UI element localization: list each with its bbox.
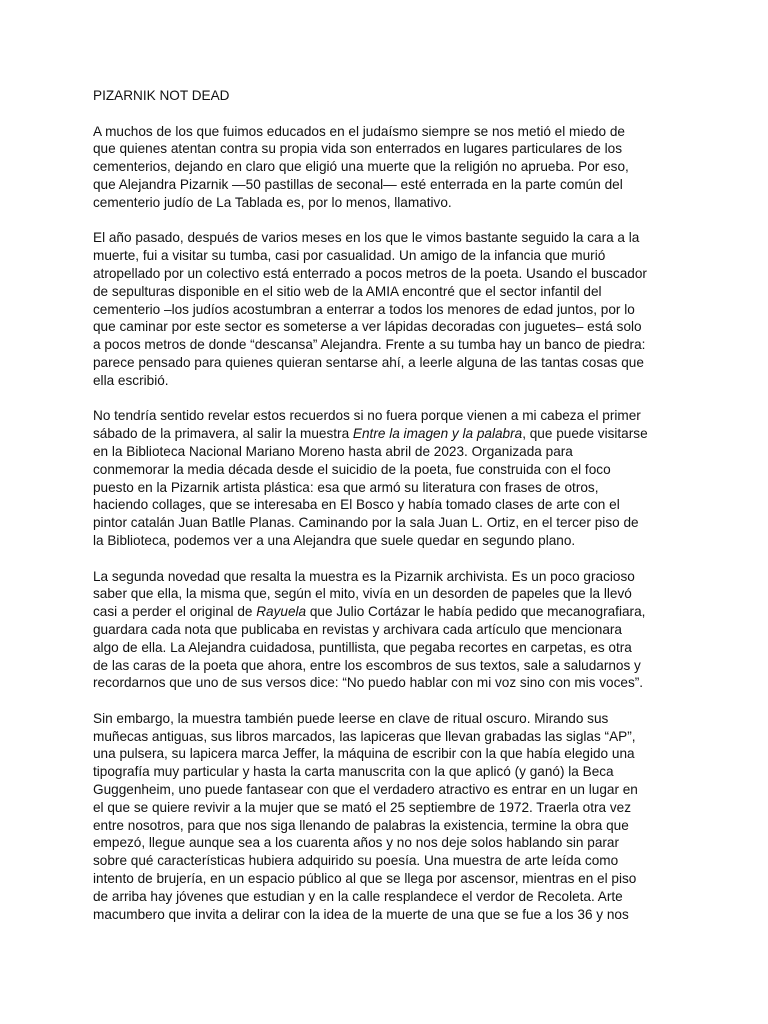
text-line bbox=[93, 906, 683, 924]
text-line bbox=[93, 532, 683, 550]
text-line bbox=[93, 461, 683, 479]
document-body bbox=[93, 123, 683, 924]
text-line bbox=[93, 674, 683, 692]
text-run: No tendría sentido revelar estos recuerdos si no fuera porque vienen a mi cabeza el primer bbox=[93, 408, 641, 424]
text-line bbox=[93, 621, 683, 639]
text-line bbox=[93, 781, 683, 799]
text-run: la Biblioteca, podemos ver a una Alejandra que suele quedar en segundo plano. bbox=[93, 532, 576, 548]
text-line bbox=[93, 443, 683, 461]
paragraph bbox=[93, 407, 683, 549]
text-run: sábado de la primavera, al salir la muestra bbox=[93, 426, 353, 442]
document-page bbox=[93, 87, 683, 941]
text-run: una pulsera, su lapicera marca Jeffer, la máquina de escribir con la que había elegido una bbox=[93, 746, 635, 762]
text-line bbox=[93, 407, 683, 425]
text-line bbox=[93, 799, 683, 817]
text-line bbox=[93, 425, 683, 443]
text-line bbox=[93, 301, 683, 319]
text-run: cementerios, dejando en claro que eligió una muerte que la religión no aprueba. Por eso, bbox=[93, 159, 629, 175]
text-line bbox=[93, 479, 683, 497]
text-line bbox=[93, 372, 683, 390]
paragraph bbox=[93, 710, 683, 924]
text-line bbox=[93, 834, 683, 852]
text-line bbox=[93, 657, 683, 675]
document-title: PIZARNIK NOT DEAD bbox=[93, 88, 230, 103]
text-line bbox=[93, 888, 683, 906]
text-run: entre nosotros, para que nos siga llenando de palabras la existencia, termine la obra que bbox=[93, 817, 629, 833]
text-run: recordarnos que uno de sus versos dice: “No puedo hablar con mi voz sino con mis voces”. bbox=[93, 675, 644, 691]
text-run: que Julio Cortázar le había pedido que mecanografiara, bbox=[306, 604, 646, 620]
text-run: muñecas antiguas, sus libros marcados, las lapiceras que llevan grabadas las siglas “AP”, bbox=[93, 728, 636, 744]
paragraph bbox=[93, 568, 683, 693]
text-line bbox=[93, 728, 683, 746]
text-line bbox=[93, 158, 683, 176]
text-line bbox=[93, 852, 683, 870]
text-run: Guggenheim, uno puede fantasear con que el verdadero atractivo es entrar en un lugar en bbox=[93, 782, 638, 798]
text-run: casi a perder el original de bbox=[93, 604, 257, 620]
text-line bbox=[93, 710, 683, 728]
text-run: macumbero que invita a delirar con la idea de la muerte de una que se fue a los 36 y nos bbox=[93, 906, 629, 922]
text-line bbox=[93, 817, 683, 835]
text-run: atropellado por un colectivo está enterrado a pocos metros de la poeta. Usando el buscador bbox=[93, 265, 647, 281]
text-line bbox=[93, 247, 683, 265]
text-run: puesto en la Pizarnik artista plástica: esa que armó su literatura con frases de otros, bbox=[93, 479, 599, 495]
text-line bbox=[93, 229, 683, 247]
text-line bbox=[93, 763, 683, 781]
text-line bbox=[93, 514, 683, 532]
italic-title: Entre la imagen y la palabra bbox=[352, 426, 523, 442]
text-run: La segunda novedad que resalta la muestra es la Pizarnik archivista. Es un poco gracioso bbox=[93, 568, 635, 584]
text-run: de sepulturas disponible en el sitio web de la AMIA encontré que el sector infantil del bbox=[93, 283, 602, 299]
paragraph bbox=[93, 229, 683, 389]
text-line bbox=[93, 585, 683, 603]
text-line bbox=[93, 336, 683, 354]
text-run: que quienes atentan contra su propia vida son enterrados en lugares particulares de los bbox=[93, 141, 622, 157]
text-run: cementerio judío de La Tablada es, por lo menos, llamativo. bbox=[93, 194, 452, 210]
text-line bbox=[93, 194, 683, 212]
text-run: de las caras de la poeta que ahora, entre los escombros de sus textos, sale a saludarnos y bbox=[93, 657, 641, 673]
text-line bbox=[93, 176, 683, 194]
text-line bbox=[93, 318, 683, 336]
text-line bbox=[93, 140, 683, 158]
text-line bbox=[93, 870, 683, 888]
text-run: empezó, llegue aunque sea a los cuarenta años y no nos deje solos hablando sin parar bbox=[93, 835, 619, 851]
text-run: pintor catalán Juan Batlle Planas. Caminando por la sala Juan L. Ortiz, en el tercer piso de bbox=[93, 515, 639, 531]
italic-title: Rayuela bbox=[256, 604, 307, 620]
text-run: en la Biblioteca Nacional Mariano Moreno hasta abril de 2023. Organizada para bbox=[93, 443, 573, 459]
text-run: parece pensado para quienes quieran sentarse ahí, a leerle alguna de las tantas cosas que bbox=[93, 354, 644, 370]
text-line bbox=[93, 283, 683, 301]
text-line bbox=[93, 568, 683, 586]
text-run: a pocos metros de donde “descansa” Alejandra. Frente a su tumba hay un banco de piedra: bbox=[93, 337, 646, 353]
text-run: ella escribió. bbox=[93, 372, 169, 388]
text-run: Sin embargo, la muestra también puede leerse en clave de ritual oscuro. Mirando sus bbox=[93, 710, 609, 726]
text-run: sobre qué características hubiera adquirido su poesía. Una muestra de arte leída como bbox=[93, 853, 619, 869]
text-run: que caminar por este sector es someterse a ver lápidas decoradas con juguetes– está solo bbox=[93, 319, 642, 335]
text-run: cementerio –los judíos acostumbran a enterrar a todos los menores de edad juntos, por lo bbox=[93, 301, 635, 317]
paragraph bbox=[93, 123, 683, 212]
text-line bbox=[93, 639, 683, 657]
text-run: , que puede visitarse bbox=[522, 426, 648, 442]
text-line bbox=[93, 603, 683, 621]
text-line bbox=[93, 745, 683, 763]
text-run: A muchos de los que fuimos educados en el judaísmo siempre se nos metió el miedo de bbox=[93, 123, 625, 139]
text-run: tipografía muy particular y hasta la carta manuscrita con la que aplicó (y ganó) la Beca bbox=[93, 764, 614, 780]
text-run: muerte, fui a visitar su tumba, casi por casualidad. Un amigo de la infancia que murió bbox=[93, 248, 606, 264]
text-run: saber que ella, la misma que, según el mito, vivía en un desorden de papeles que la llevó bbox=[93, 586, 632, 602]
text-line bbox=[93, 354, 683, 372]
text-run: de arriba hay jóvenes que estudian y en la calle resplandece el verdor de Recoleta. Arte bbox=[93, 888, 623, 904]
text-line bbox=[93, 265, 683, 283]
text-run: que Alejandra Pizarnik —50 pastillas de seconal— esté enterrada en la parte común del bbox=[93, 176, 623, 192]
text-run: guardara cada nota que publicaba en revistas y archivara cada artículo que mencionara bbox=[93, 621, 622, 637]
text-run: intento de brujería, en un espacio público al que se llega por ascensor, mientras en el piso bbox=[93, 871, 637, 887]
text-run: haciendo collages, que se interesaba en El Bosco y había tomado clases de arte con el bbox=[93, 497, 620, 513]
text-run: El año pasado, después de varios meses en los que le vimos bastante seguido la cara a la bbox=[93, 230, 640, 246]
text-run: conmemorar la media década desde el suicidio de la poeta, fue construida con el foco bbox=[93, 461, 611, 477]
text-run: el que se quiere revivir a la mujer que se mató el 25 septiembre de 1972. Traerla otra vez bbox=[93, 799, 631, 815]
text-line bbox=[93, 123, 683, 141]
text-line bbox=[93, 496, 683, 514]
text-run: algo de ella. La Alejandra cuidadosa, puntillista, que pegaba recortes en carpetas, es otra bbox=[93, 639, 632, 655]
